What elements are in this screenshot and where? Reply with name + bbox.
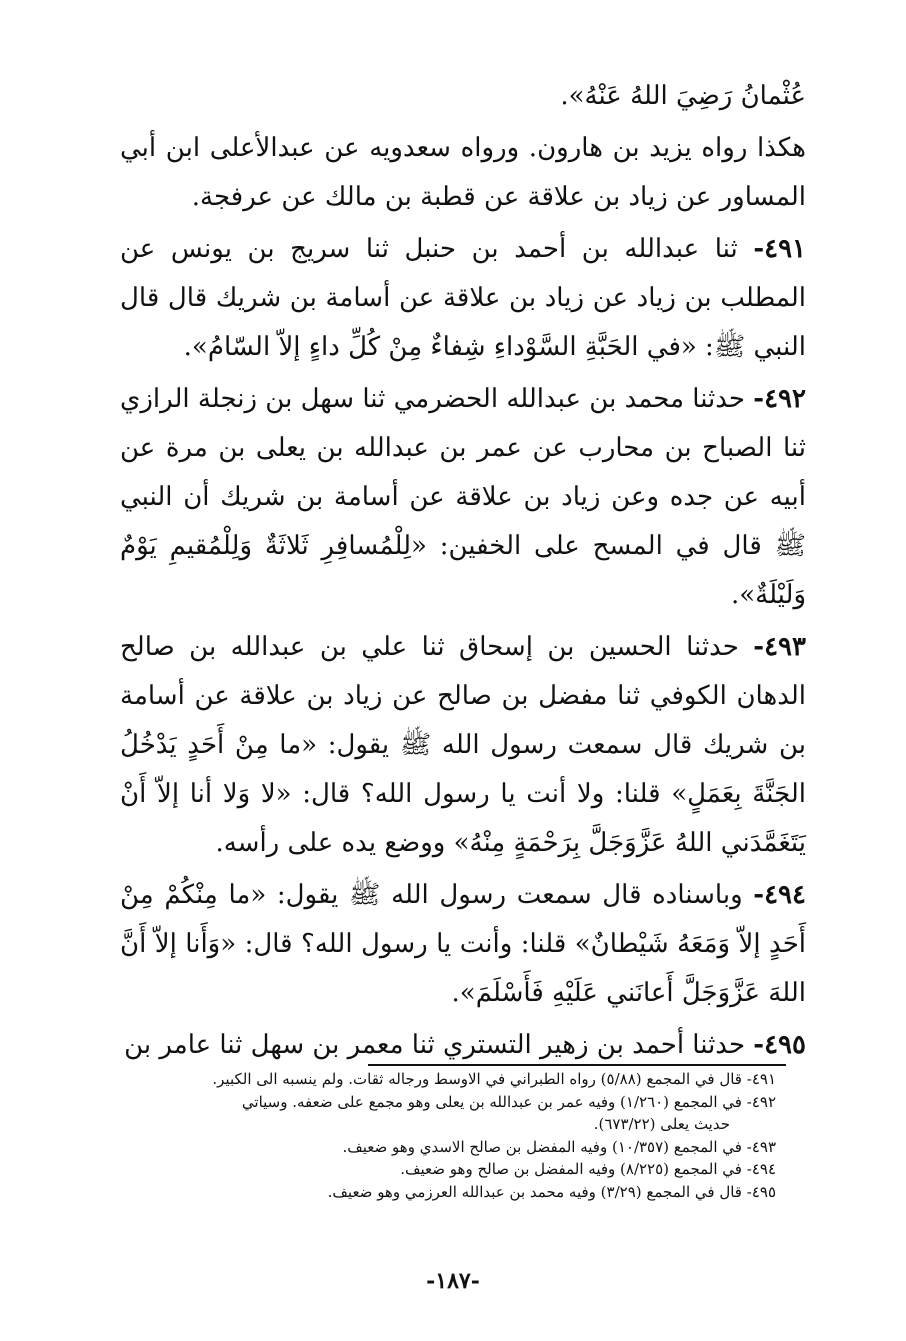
footnote-492-continuation: حديث يعلى (٦٧٣/٢٢). — [593, 1115, 730, 1133]
hadith-text: حدثنا محمد بن عبدالله الحضرمي ثنا سهل بن زنجلة الرازي ثنا الصباح بن محارب عن عمر بن عبدالله بن يعلى بن مرة عن أبيه عن جده وعن زياد بن علاقة عن أسامة بن شريك أن النبي ﷺ قال في المسح على الخفين: «لِلْمُسافِرِ ثَلاثَةٌ وَلِلْمُقيمِ يَوْمٌ وَلَيْلَةٌ». — [120, 384, 806, 610]
hadith-number: ٤٩٤- — [753, 880, 806, 910]
footnote-495: ٤٩٥- قال في المجمع (٣/٢٩) وفيه محمد بن عبدالله العرزمي وهو ضعيف. — [327, 1182, 776, 1201]
page-number: -١٨٧- — [426, 1268, 480, 1294]
footnote-492: ٤٩٢- في المجمع (١/٢٦٠) وفيه عمر بن عبدالله بن يعلى وهو مجمع على ضعفه. وسياتي — [241, 1092, 776, 1111]
hadith-text: ثنا عبدالله بن أحمد بن حنبل ثنا سريج بن يونس عن المطلب بن زياد عن زياد بن علاقة عن أسامة بن شريك قال قال النبي ﷺ: «في الحَبَّةِ السَّوْداءِ شِفاءٌ مِنْ كُلِّ داءٍ إلاّ السّامُ». — [120, 234, 806, 362]
footnote-493: ٤٩٣- في المجمع (١٠/٣٥٧) وفيه المفضل بن صالح الاسدي وهو ضعيف. — [342, 1137, 776, 1156]
hadith-number: ٤٩٢- — [753, 384, 806, 414]
footnotes — [120, 1068, 776, 1203]
note-text: هكذا رواه يزيد بن هارون. ورواه سعدويه عن عبدالأعلى ابن أبي المساور عن زياد بن علاقة عن قطبة بن مالك عن عرفجة. — [120, 133, 806, 212]
continuation-text: عُثْمانُ رَضِيَ اللهُ عَنْهُ». — [560, 81, 806, 111]
hadith-492 — [120, 375, 806, 620]
hadith-text: حدثنا أحمد بن زهير التستري ثنا معمر بن سهل ثنا عامر بن — [124, 1030, 746, 1060]
paragraph-note — [120, 124, 806, 222]
hadith-number: ٤٩١- — [753, 234, 807, 264]
footnote-494: ٤٩٤- في المجمع (٨/٢٢٥) وفيه المفضل بن صالح وهو ضعيف. — [400, 1160, 776, 1178]
hadith-number: ٤٩٥- — [753, 1030, 806, 1060]
hadith-text: وباسناده قال سمعت رسول الله ﷺ يقول: «ما مِنْكُمْ مِنْ أَحَدٍ إلاّ وَمَعَهُ شَيْطانٌ» قلنا: وأنت يا رسول الله؟ قال: «وَأَنا إلاّ أَنَّ اللهَ عَزَّوَجَلَّ أَعانَني عَلَيْهِ فَأَسْلَمَ». — [120, 880, 806, 1008]
hadith-494 — [120, 871, 806, 1018]
main-text — [120, 72, 806, 1070]
hadith-text: حدثنا الحسين بن إسحاق ثنا علي بن عبدالله بن صالح الدهان الكوفي ثنا مفضل بن صالح عن زياد بن علاقة عن أسامة بن شريك قال سمعت رسول الله ﷺ يقول: «ما مِنْ أَحَدٍ يَدْخُلُ الجَنَّةَ بِعَمَلٍ» قلنا: ولا أنت يا رسول الله؟ قال: «لا وَلا أنا إلاّ أَنْ يَتَغَمَّدَني اللهُ عَزَّوَجَلَّ بِرَحْمَةٍ مِنْهُ» ووضع يده على رأسه. — [120, 632, 806, 858]
hadith-493 — [120, 623, 806, 868]
hadith-495 — [120, 1021, 806, 1070]
hadith-491 — [120, 225, 806, 372]
footnote-divider — [368, 1064, 786, 1066]
hadith-number: ٤٩٣- — [753, 632, 806, 662]
paragraph-continuation — [120, 72, 806, 121]
footnote-491: ٤٩١- قال في المجمع (٥/٨٨) رواه الطبراني في الاوسط ورجاله ثقات. ولم ينسبه الى الكبير. — [212, 1070, 776, 1088]
